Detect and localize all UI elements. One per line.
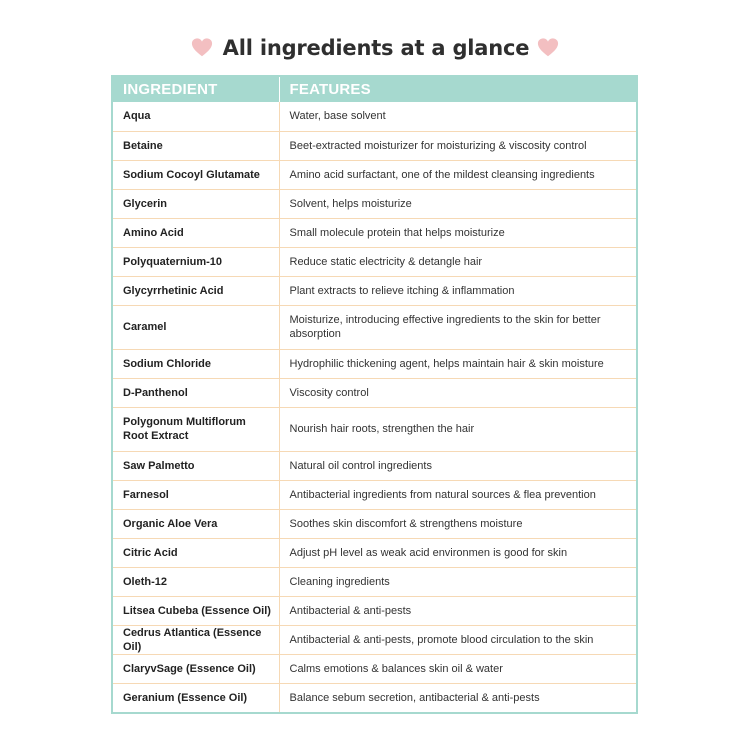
ingredients-table [111, 75, 638, 714]
feature-cell: Antibacterial & anti-pests, promote blood circulation to the skin [279, 625, 636, 654]
table-row [113, 625, 636, 654]
feature-cell: Adjust pH level as weak acid environmen is good for skin [279, 538, 636, 567]
ingredient-cell: Glycerin [113, 189, 279, 218]
feature-cell: Plant extracts to relieve itching & inflammation [279, 276, 636, 305]
table-row [113, 567, 636, 596]
ingredient-cell: Polygonum Multiflorum Root Extract [113, 407, 279, 451]
table-row [113, 189, 636, 218]
feature-cell: Antibacterial & anti-pests [279, 596, 636, 625]
table-header-row [113, 77, 636, 102]
feature-cell: Natural oil control ingredients [279, 451, 636, 480]
ingredient-cell: Polyquaternium-10 [113, 247, 279, 276]
feature-cell: Small molecule protein that helps moisturize [279, 218, 636, 247]
table-row [113, 596, 636, 625]
table-row [113, 538, 636, 567]
ingredient-cell: Geranium (Essence Oil) [113, 683, 279, 712]
ingredient-cell: Glycyrrhetinic Acid [113, 276, 279, 305]
table-row [113, 683, 636, 712]
feature-cell: Cleaning ingredients [279, 567, 636, 596]
ingredient-cell: Oleth-12 [113, 567, 279, 596]
ingredient-cell: Saw Palmetto [113, 451, 279, 480]
feature-cell: Beet-extracted moisturizer for moisturizing & viscosity control [279, 131, 636, 160]
feature-cell: Amino acid surfactant, one of the mildest cleansing ingredients [279, 160, 636, 189]
table-row [113, 407, 636, 451]
feature-cell: Reduce static electricity & detangle hair [279, 247, 636, 276]
ingredient-cell: Cedrus Atlantica (Essence Oil) [113, 625, 279, 654]
ingredient-cell: Betaine [113, 131, 279, 160]
ingredient-cell: Organic Aloe Vera [113, 509, 279, 538]
ingredient-cell: Aqua [113, 102, 279, 131]
feature-cell: Solvent, helps moisturize [279, 189, 636, 218]
feature-cell: Soothes skin discomfort & strengthens moisture [279, 509, 636, 538]
table-row [113, 276, 636, 305]
heart-icon [191, 37, 213, 59]
feature-cell: Calms emotions & balances skin oil & water [279, 654, 636, 683]
ingredient-cell: Sodium Cocoyl Glutamate [113, 160, 279, 189]
table-row [113, 247, 636, 276]
table-row [113, 451, 636, 480]
feature-cell: Balance sebum secretion, antibacterial & anti-pests [289, 691, 540, 704]
table-row [113, 131, 636, 160]
page-title: All ingredients at a glance [222, 36, 530, 60]
ingredient-cell: ClaryvSage (Essence Oil) [113, 654, 279, 683]
table-row [113, 378, 636, 407]
table-row [113, 305, 636, 349]
table-row [113, 480, 636, 509]
feature-cell: Hydrophilic thickening agent, helps maintain hair & skin moisture [279, 349, 636, 378]
ingredient-cell: Litsea Cubeba (Essence Oil) [113, 596, 279, 625]
ingredient-cell: Caramel [113, 305, 279, 349]
table-row [113, 654, 636, 683]
ingredient-cell: Sodium Chloride [113, 349, 279, 378]
table-row [113, 218, 636, 247]
ingredient-cell: Citric Acid [113, 538, 279, 567]
table-row [113, 509, 636, 538]
heart-icon [537, 37, 559, 59]
feature-cell: Nourish hair roots, strengthen the hair [279, 407, 636, 451]
feature-cell: Viscosity control [279, 378, 636, 407]
header-features: FEATURES [279, 77, 636, 102]
header-ingredient: INGREDIENT [113, 77, 279, 102]
title-row [0, 30, 750, 66]
feature-cell: Antibacterial ingredients from natural sources & flea prevention [279, 480, 636, 509]
table-row [113, 160, 636, 189]
ingredient-cell: Amino Acid [113, 218, 279, 247]
table-row [113, 102, 636, 131]
ingredient-cell: Farnesol [113, 480, 279, 509]
feature-cell: Water, base solvent [279, 102, 636, 131]
ingredient-cell: D-Panthenol [113, 378, 279, 407]
table-row [113, 349, 636, 378]
feature-cell: Moisturize, introducing effective ingredients to the skin for better absorption [279, 305, 636, 349]
